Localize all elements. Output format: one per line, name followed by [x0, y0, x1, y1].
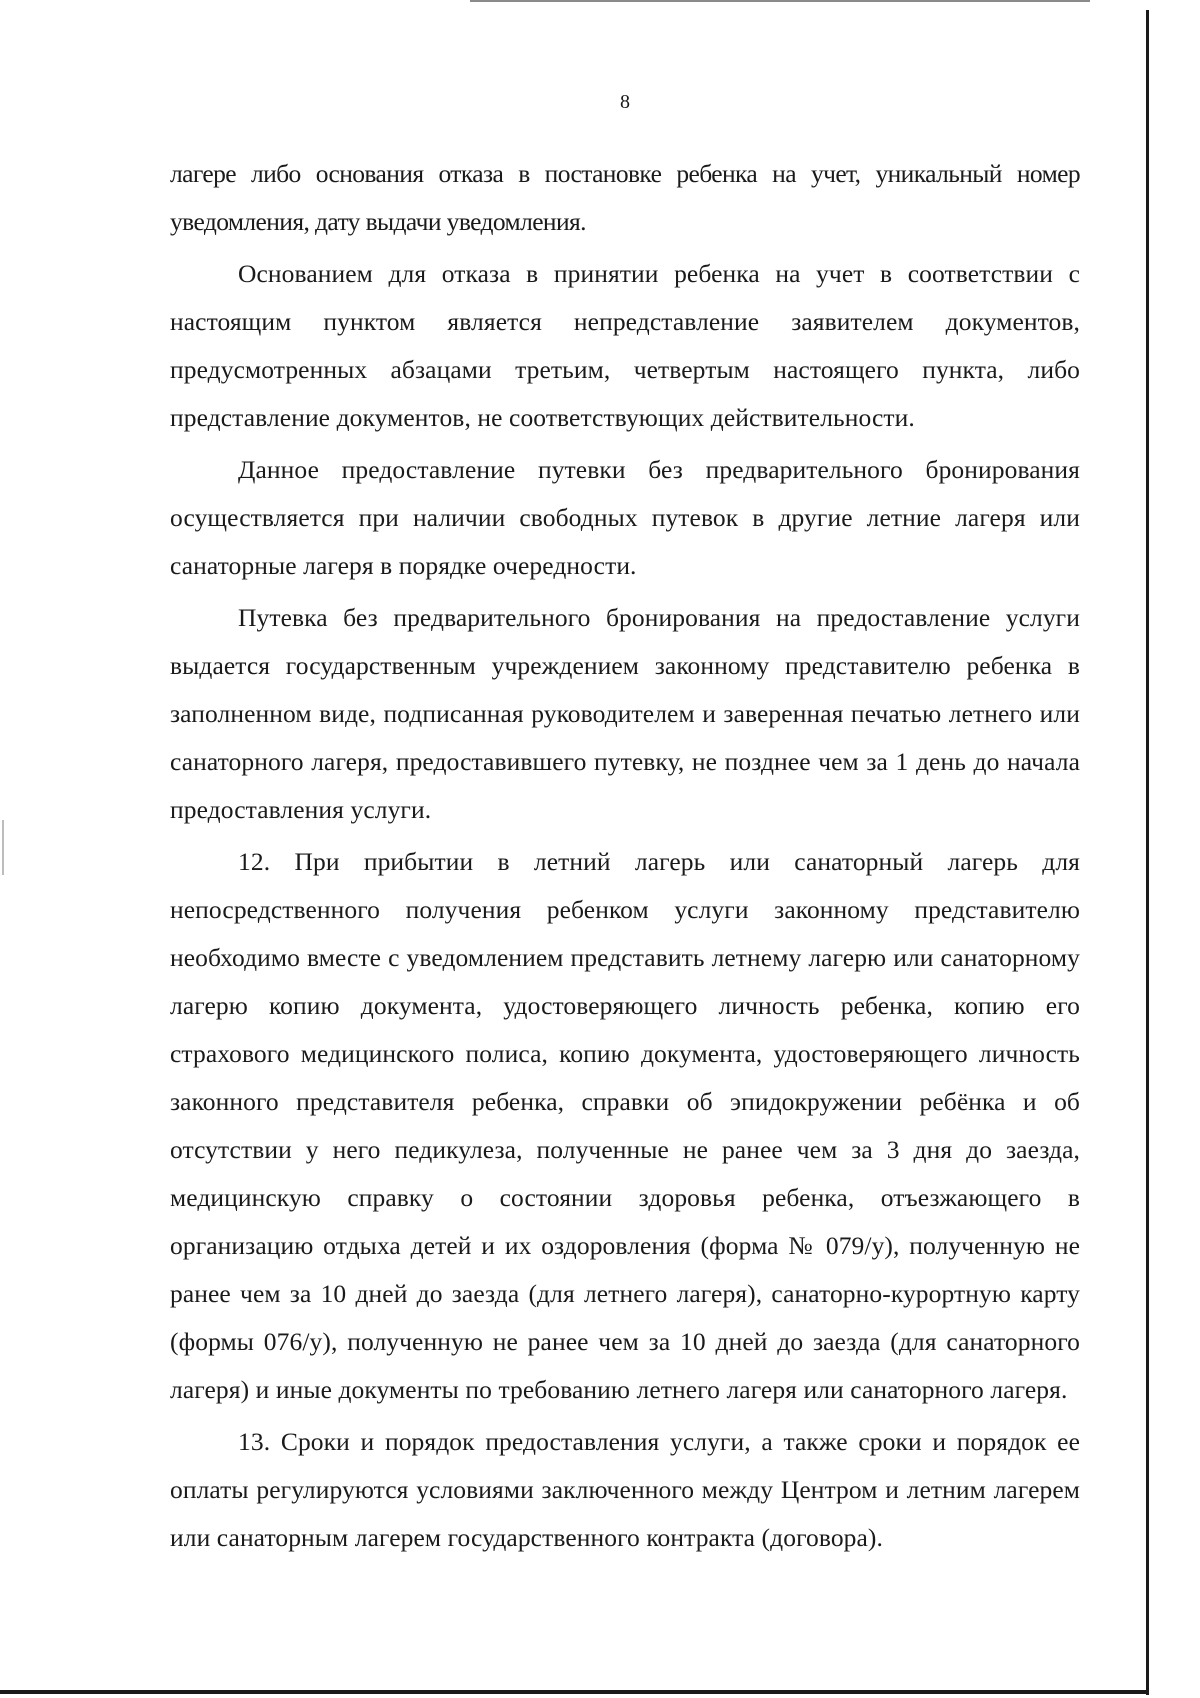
paragraph-refusal-grounds: Основанием для отказа в принятии ребенка на учет в соответствии с настоящим пунктом является непредставление заявителем документов, предусмотренных абзацами третьим, четвертым настоящего пункта, либо представление документов, не соответствующих действительности. — [170, 259, 1080, 432]
paragraph-continuation: лагере либо основания отказа в постановке ребенка на учет, уникальный номер уведомления, дату выдачи уведомления. — [170, 159, 1080, 236]
paragraph-voucher-availability: Данное предоставление путевки без предварительного бронирования осуществляется при наличии свободных путевок в другие летние лагеря или санаторные лагеря в порядке очередности. — [170, 455, 1080, 580]
scan-border-bottom — [0, 1690, 1149, 1694]
scan-mark-left — [2, 820, 4, 875]
page-number: 8 — [620, 91, 630, 113]
paragraph-item-12: 12. При прибытии в летний лагерь или санаторный лагерь для непосредственного получения ребенком услуги законному представителю необходимо вместе с уведомлением представить летнему лагерю или санаторному лагерю копию документа, удостоверяющего личность ребенка, копию его страхового медицинского полиса, копию документа, удостоверяющего личность законного представителя ребенка, справки об эпидокружении ребёнка и об отсутствии у него педикулеза, полученные не ранее чем за 3 дня до заезда, медицинскую справку о состоянии здоровья ребенка, отъезжающего в организацию отдыха детей и их оздоровления (форма № 079/у), полученную не ранее чем за 10 дней до заезда (для летнего лагеря), санаторно-курортную карту (формы 076/у), полученную не ранее чем за 10 дней до заезда (для санаторного лагеря) и иные документы по требованию летнего лагеря или санаторного лагеря. — [170, 847, 1080, 1404]
scan-border-right — [1146, 10, 1149, 1695]
scan-border-top — [470, 0, 1090, 2]
paragraph-item-13: 13. Сроки и порядок предоставления услуги, а также сроки и порядок ее оплаты регулируются условиями заключенного между Центром и летним лагерем или санаторным лагерем государственного контракта (договора). — [170, 1427, 1080, 1552]
paragraph-voucher-issuance: Путевка без предварительного бронирования на предоставление услуги выдается государственным учреждением законному представителю ребенка в заполненном виде, подписанная руководителем и заверенная печатью летнего или санаторного лагеря, предоставившего путевку, не позднее чем за 1 день до начала предоставления услуги. — [170, 603, 1080, 824]
document-body — [170, 150, 1080, 1562]
